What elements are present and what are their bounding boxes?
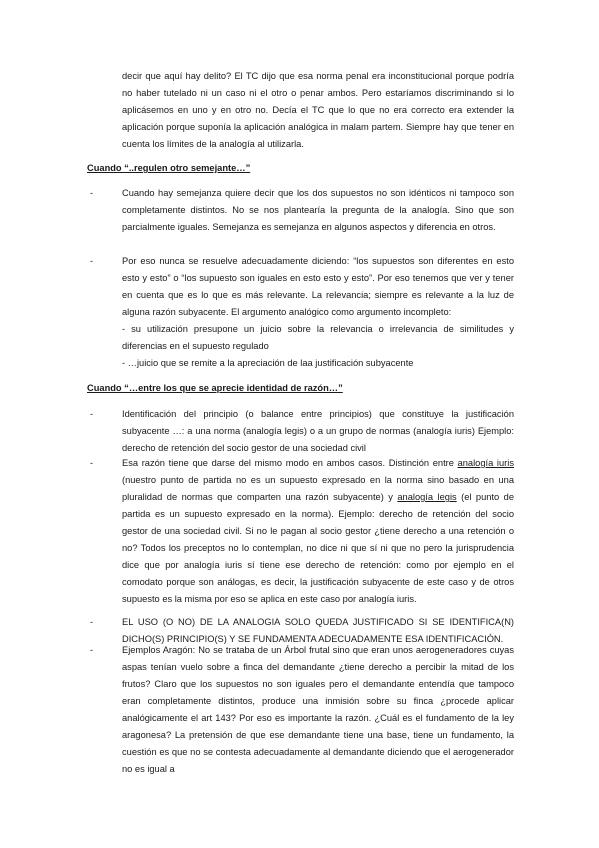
section-heading-semejante: Cuando “..regulen otro semejante…” [87,163,251,173]
analogia-iuris-link: analogía iuris [457,458,514,468]
sub-item: - su utilización presupone un juicio sobre la relevancia o irrelevancia de similitudes y diferencias en el supuesto regulado [122,324,514,351]
intro-paragraph: decir que aquí hay delito? El TC dijo que esa norma penal era inconstitucional porque podría no haber tutelado ni un caso ni el otro o penar ambos. Pero estaríamos discriminando si lo aplicásemos en uno y en otro no. Decía el TC que lo que no era correcto era extender la aplicación porque suponía la aplicación analógica in malam partem. Siempre hay que tener en cuenta los límites de la analogía al utilizarla. [122,71,514,149]
bullet-dash: - [90,256,94,266]
bullet-dash: - [90,409,94,419]
list-item [90,406,514,457]
list-item [90,253,514,321]
list-item-text: (el punto de partida es un supuesto expresado en la norma). Ejemplo: derecho de retención del socio gestor de una sociedad civil. Si no le pagan al socio gestor ¿tiene derecho a una retención o no? Todos los preceptos no lo contemplan, no dice ni que sí ni que no pero la jurisprudencia dice que por analogía iuris sí tiene ese derecho de retención: como por ejemplo en el comodato porque son análogas, es decir, la justificación subyacente de este caso y de otros supuesto es la misma por eso se aplica en este caso por analogía iuris. [122,492,515,604]
bullet-dash: - [90,458,94,468]
sub-item: - …juicio que se remite a la apreciación de laa justificación subyacente [122,358,414,368]
bullet-dash: - [90,617,94,627]
list-item [90,185,514,236]
list-item [90,642,514,778]
list-item [90,455,515,608]
list-item-text: Cuando hay semejanza quiere decir que los dos supuestos no son idénticos ni tampoco son completamente distintos. No se nos plantearía la pregunta de la analogía. Sino que son parcialmente iguales. Semejanza es semejanza en algunos aspectos y diferencia en otros. [122,188,514,232]
section-heading-identidad: Cuando “…entre los que se aprecie identidad de razón…” [87,383,343,393]
list-item-text: EL USO (O NO) DE LA ANALOGIA SOLO QUEDA JUSTIFICADO SI SE IDENTIFICA(N) DICHO(S) PRINCIPIO(S) Y SE FUNDAMENTA ADECUADAMENTE ESA IDENTIFICACIÓN. [122,617,514,644]
list-item-text: Identificación del principio (o balance entre principios) que constituye la justificación subyacente …: a una norma (analogía legis) o a un grupo de normas (analogía iuris) Ejemplo: derecho de retención del socio gestor de una sociedad civil [122,409,514,453]
list-item-text: Esa razón tiene que darse del mismo modo en ambos casos. Distinción entre [122,458,458,468]
bullet-dash: - [90,188,94,198]
list-item-text: Por eso nunca se resuelve adecuadamente diciendo: “los supuestos son diferentes en esto esto y esto” o “los supuesto son iguales en esto esto y esto”. Por eso tenemos que ver y tener en cuenta que es lo que es más relevante. La relevancia; siempre es relevante a la luz de alguna razón subyacente. El argumento analógico como argumento incompleto: [122,256,514,317]
analogia-legis-link: analogía legis [397,492,457,502]
list-item-text: (nuestro punto de partida no es un supuesto expresado en la norma sino basado en una pluralidad de normas que comparten una razón subyacente) y [122,475,514,502]
bullet-dash: - [90,645,94,655]
list-item-text: Ejemplos Aragón: No se trataba de un Árbol frutal sino que eran unos aerogeneradores cuyas aspas tenían vuelo sobre a finca del demandante ¿tiene derecho a percibir la mitad de los frutos? Claro que los supuestos no son iguales pero el demandante entendía que tampoco eran completamente distintos, produce una inmisión sobre su finca ¿procede aplicar analógicamente el art 143? Por eso es importante la razón. ¿Cuál es el fundamento de la ley aragonesa? La pretensión de que ese demandante tiene una base, tiene un fundamento, la cuestión es que no se contesta adecuadamente al demandante diciendo que el aerogenerador no es igual a [122,645,514,774]
